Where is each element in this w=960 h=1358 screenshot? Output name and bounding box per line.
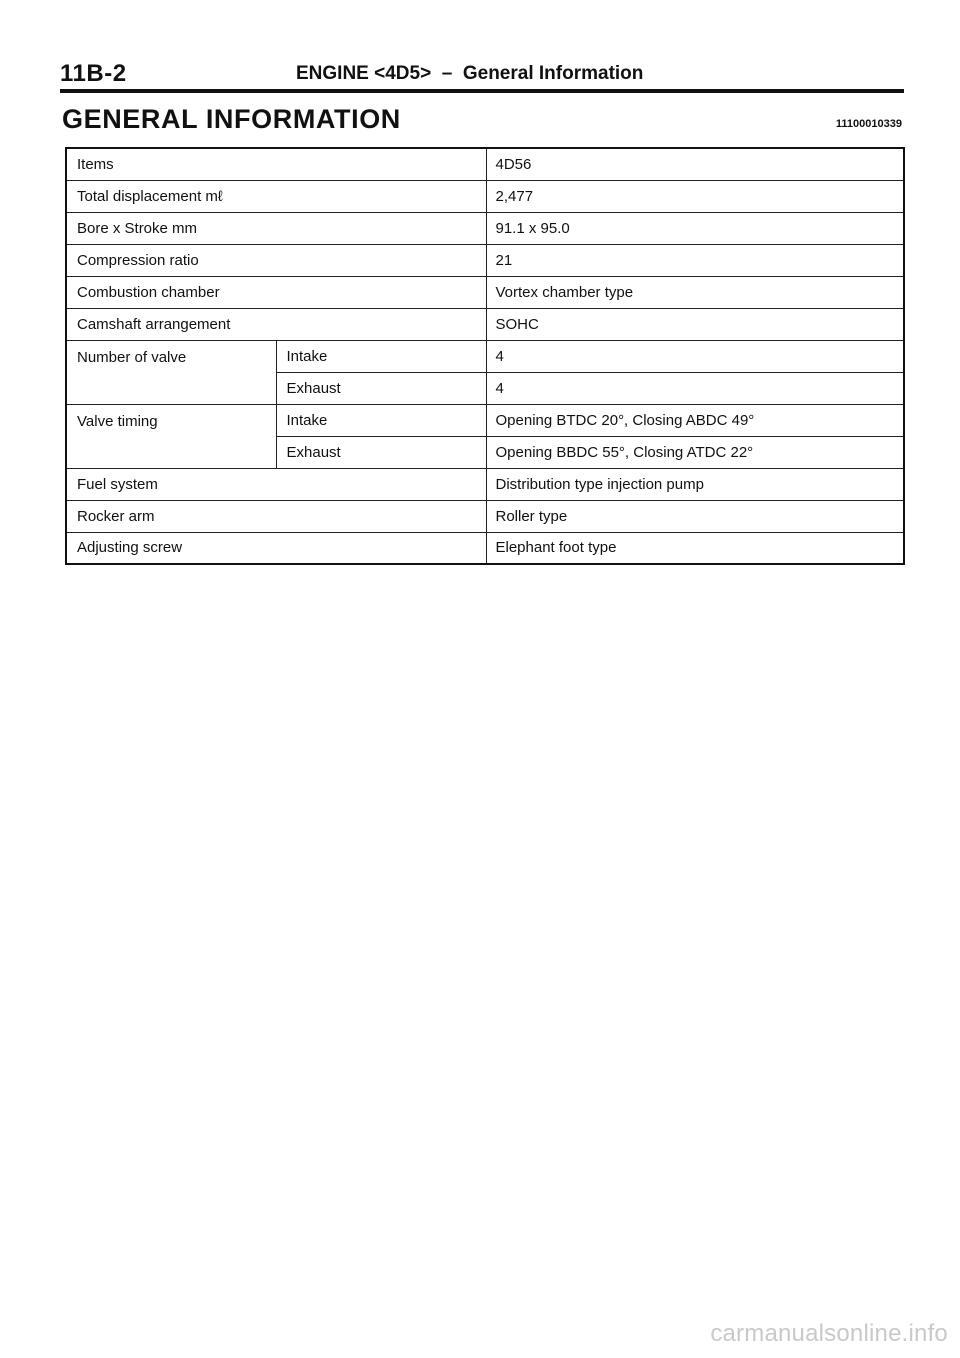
row-label: Combustion chamber: [66, 276, 486, 308]
row-label: Adjusting screw: [66, 532, 486, 564]
row-value: Vortex chamber type: [486, 276, 904, 308]
page-number: 11B-2: [60, 60, 127, 87]
valve-timing-label: Valve timing: [66, 404, 276, 468]
running-title: ENGINE <4D5> – General Information: [296, 63, 644, 84]
table-row: [66, 212, 904, 244]
row-label: Camshaft arrangement: [66, 308, 486, 340]
valve-intake-label: Intake: [276, 340, 486, 372]
table-row: [66, 404, 904, 436]
document-code: 11100010339: [835, 118, 902, 130]
table-row: [66, 468, 904, 500]
table-header-row: [66, 148, 904, 180]
table-row: [66, 244, 904, 276]
header-label-cell: Items: [66, 148, 486, 180]
specifications-table: [65, 147, 905, 565]
row-value: Elephant foot type: [486, 532, 904, 564]
header-rule: [60, 89, 904, 93]
valve-exhaust-value: 4: [486, 372, 904, 404]
row-value: 2,477: [486, 180, 904, 212]
section-title: GENERAL INFORMATION: [62, 104, 401, 134]
timing-intake-label: Intake: [276, 404, 486, 436]
row-label: Compression ratio: [66, 244, 486, 276]
watermark: carmanualsonline.info: [710, 1320, 948, 1347]
row-value: Distribution type injection pump: [486, 468, 904, 500]
number-of-valve-label: Number of valve: [66, 340, 276, 404]
timing-intake-value: Opening BTDC 20°, Closing ABDC 49°: [486, 404, 904, 436]
row-value: Roller type: [486, 500, 904, 532]
valve-exhaust-label: Exhaust: [276, 372, 486, 404]
table-row: [66, 308, 904, 340]
row-label: Bore x Stroke mm: [66, 212, 486, 244]
timing-exhaust-label: Exhaust: [276, 436, 486, 468]
row-label: Rocker arm: [66, 500, 486, 532]
valve-intake-value: 4: [486, 340, 904, 372]
timing-exhaust-value: Opening BBDC 55°, Closing ATDC 22°: [486, 436, 904, 468]
table-row: [66, 276, 904, 308]
row-label: Total displacement mℓ: [66, 180, 486, 212]
row-value: 21: [486, 244, 904, 276]
table-row: [66, 180, 904, 212]
table-row: [66, 532, 904, 564]
row-label: Fuel system: [66, 468, 486, 500]
page-header: [60, 60, 904, 86]
table-row: [66, 340, 904, 372]
row-value: 91.1 x 95.0: [486, 212, 904, 244]
row-value: SOHC: [486, 308, 904, 340]
table-row: [66, 500, 904, 532]
header-value-cell: 4D56: [486, 148, 904, 180]
